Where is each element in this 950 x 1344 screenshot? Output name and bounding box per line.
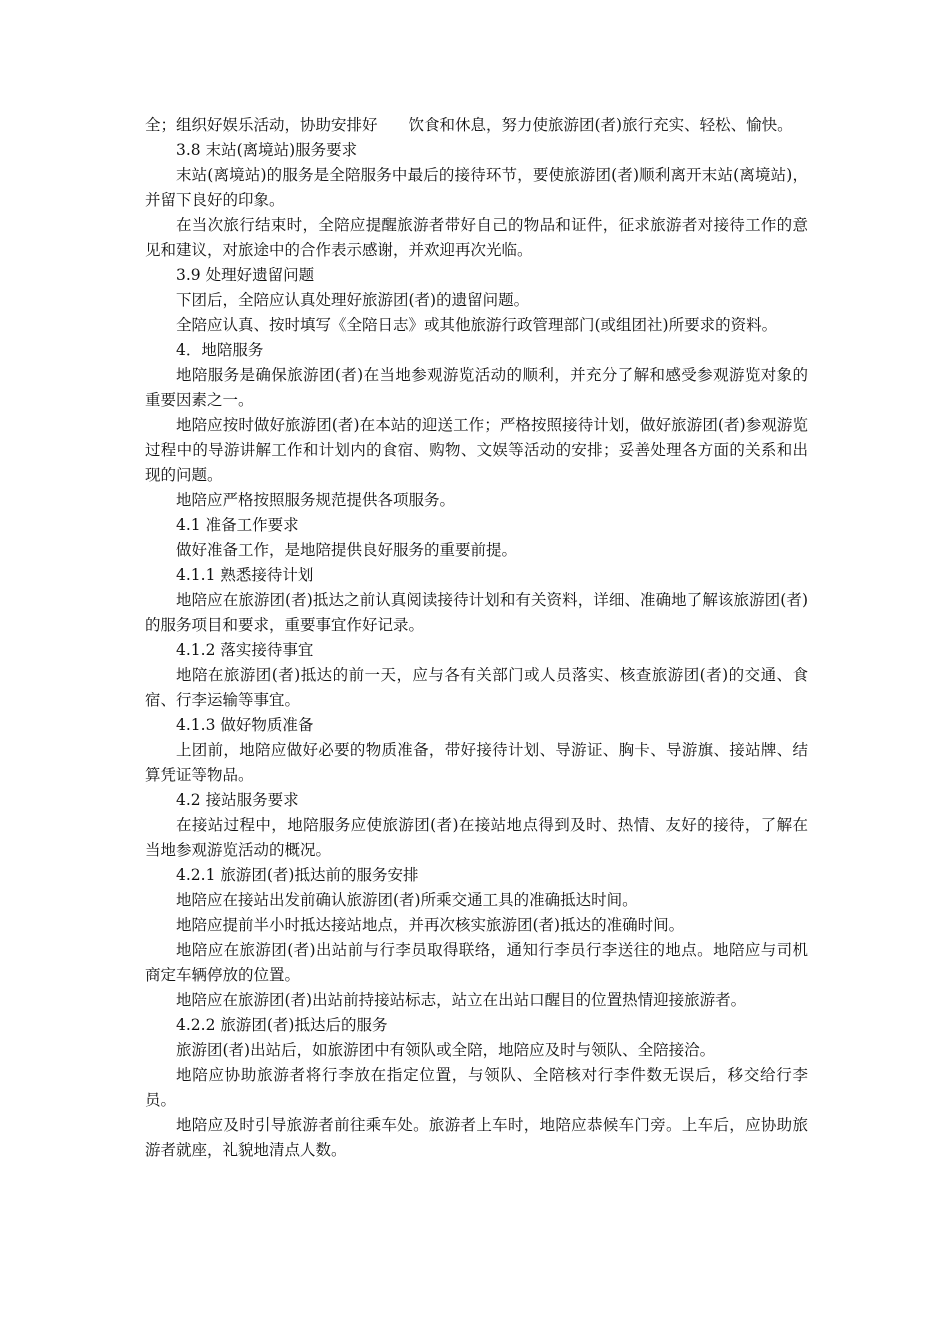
section-heading-4-2: 4.2 接站服务要求: [176, 791, 299, 809]
paragraph-continued: 全；组织好娱乐活动，协助安排好 饮食和休息，努力使旅游团(者)旅行充实、轻松、愉快。: [145, 116, 793, 134]
paragraph: 地陪在旅游团(者)抵达的前一天，应与各有关部门或人员落实、核查旅游团(者)的交通、食宿、行李运输等事宜。: [145, 666, 808, 709]
section-heading-4-1-1: 4.1.1 熟悉接待计划: [176, 566, 314, 584]
paragraph: 末站(离境站)的服务是全陪服务中最后的接待环节，要使旅游团(者)顺利离开末站(离境站)，并留下良好的印象。: [145, 166, 808, 209]
paragraph: 地陪服务是确保旅游团(者)在当地参观游览活动的顺利，并充分了解和感受参观游览对象的重要因素之一。: [145, 366, 808, 409]
paragraph: 地陪应在旅游团(者)抵达之前认真阅读接待计划和有关资料，详细、准确地了解该旅游团(者)的服务项目和要求，重要事宜作好记录。: [145, 591, 808, 634]
paragraph: 全陪应认真、按时填写《全陪日志》或其他旅游行政管理部门(或组团社)所要求的资料。: [176, 316, 778, 334]
paragraph: 地陪应在旅游团(者)出站前与行李员取得联络，通知行李员行李送往的地点。地陪应与司机商定车辆停放的位置。: [145, 941, 808, 984]
section-heading-4: 4．地陪服务: [176, 341, 264, 359]
paragraph: 地陪应在接站出发前确认旅游团(者)所乘交通工具的准确抵达时间。: [176, 891, 638, 909]
section-heading-4-2-1: 4.2.1 旅游团(者)抵达前的服务安排: [176, 866, 419, 884]
paragraph: 地陪应在旅游团(者)出站前持接站标志，站立在出站口醒目的位置热情迎接旅游者。: [176, 991, 747, 1009]
paragraph: 地陪应严格按照服务规范提供各项服务。: [176, 491, 456, 509]
paragraph: 地陪应提前半小时抵达接站地点，并再次核实旅游团(者)抵达的准确时间。: [176, 916, 685, 934]
document-page: [145, 113, 808, 1163]
section-heading-3-9: 3.9 处理好遗留问题: [176, 266, 315, 284]
section-heading-3-8: 3.8 末站(离境站)服务要求: [176, 141, 358, 159]
paragraph: 做好准备工作，是地陪提供良好服务的重要前提。: [176, 541, 518, 559]
paragraph: 地陪应按时做好旅游团(者)在本站的迎送工作；严格按照接待计划，做好旅游团(者)参观游览过程中的导游讲解工作和计划内的食宿、购物、文娱等活动的安排；妥善处理各方面的关系和出现的问题。: [145, 416, 808, 484]
paragraph: 下团后，全陪应认真处理好旅游团(者)的遗留问题。: [176, 291, 530, 309]
paragraph: 在接站过程中，地陪服务应使旅游团(者)在接站地点得到及时、热情、友好的接待，了解在当地参观游览活动的概况。: [145, 816, 808, 859]
section-heading-4-1: 4.1 准备工作要求: [176, 516, 299, 534]
section-heading-4-2-2: 4.2.2 旅游团(者)抵达后的服务: [176, 1016, 388, 1034]
paragraph: 上团前，地陪应做好必要的物质准备，带好接待计划、导游证、胸卡、导游旗、接站牌、结算凭证等物品。: [145, 741, 808, 784]
paragraph: 在当次旅行结束时，全陪应提醒旅游者带好自己的物品和证件，征求旅游者对接待工作的意见和建议，对旅途中的合作表示感谢，并欢迎再次光临。: [145, 216, 808, 259]
paragraph: 地陪应协助旅游者将行李放在指定位置，与领队、全陪核对行李件数无误后，移交给行李员。: [145, 1066, 808, 1109]
section-heading-4-1-3: 4.1.3 做好物质准备: [176, 716, 314, 734]
section-heading-4-1-2: 4.1.2 落实接待事宜: [176, 641, 314, 659]
paragraph: 地陪应及时引导旅游者前往乘车处。旅游者上车时，地陪应恭候车门旁。上车后，应协助旅游者就座，礼貌地清点人数。: [145, 1116, 808, 1159]
paragraph: 旅游团(者)出站后，如旅游团中有领队或全陪，地陪应及时与领队、全陪接洽。: [176, 1041, 716, 1059]
